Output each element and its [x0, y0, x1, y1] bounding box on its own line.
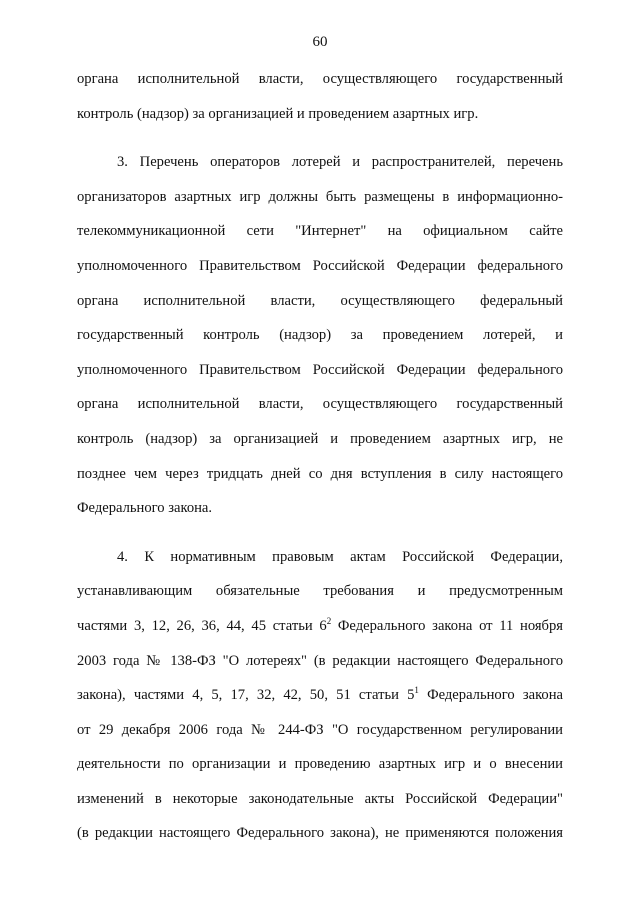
- text-line: уполномоченного Правительством Российской Федерации федерального: [77, 361, 563, 378]
- text-line: 3. Перечень операторов лотерей и распространителей, перечень: [117, 154, 563, 171]
- text-line-with-superscript: [77, 615, 563, 650]
- paragraph-continuation: [77, 68, 563, 137]
- text-line: органа исполнительной власти, осуществляющего государственный: [77, 71, 563, 87]
- text-line: (в редакции настоящего Федерального закона), не применяются положения: [77, 825, 563, 842]
- text-line: позднее чем через тридцать дней со дня вступления в силу настоящего: [77, 465, 563, 482]
- text-line: контроль (надзор) за организацией и проведением азартных игр.: [77, 105, 479, 122]
- text-line: телекоммуникационной сети "Интернет" на официальном сайте: [77, 223, 563, 240]
- text-line: 2003 года № 138-ФЗ "О лотереях" (в редакции настоящего Федерального: [77, 652, 563, 669]
- text-segment: Федерального закона: [418, 687, 563, 704]
- text-line: государственный контроль (надзор) за проведением лотерей, и: [77, 327, 563, 344]
- text-line: устанавливающим обязательные требования и предусмотренным: [77, 583, 563, 600]
- document-body: [77, 68, 563, 857]
- text-segment: частями 3, 12, 26, 36, 44, 45 статьи 6: [77, 617, 327, 634]
- text-line: уполномоченного Правительством Российской Федерации федерального: [77, 257, 563, 274]
- text-line: 4. К нормативным правовым актам Российской Федерации,: [117, 548, 563, 565]
- text-line: органа исполнительной власти, осуществляющего государственный: [77, 396, 563, 413]
- text-segment: Федерального закона от 11 ноября: [331, 617, 563, 634]
- superscript: 1: [414, 685, 419, 696]
- text-line: контроль (надзор) за организацией и проведением азартных игр, не: [77, 430, 563, 447]
- text-line-with-superscript: [77, 684, 563, 719]
- text-line: органа исполнительной власти, осуществляющего федеральный: [77, 292, 563, 309]
- text-line: деятельности по организации и проведению азартных игр и о внесении: [77, 756, 563, 773]
- text-line: Федерального закона.: [77, 500, 213, 517]
- text-line: от 29 декабря 2006 года № 244-ФЗ "О государственном регулировании: [77, 721, 563, 738]
- page-number: 60: [312, 34, 328, 50]
- superscript: 2: [326, 615, 332, 626]
- text-segment: закона), частями 4, 5, 17, 32, 42, 50, 51 статьи 5: [77, 687, 415, 704]
- text-line: организаторов азартных игр должны быть размещены в информационно-: [77, 188, 563, 205]
- paragraph-item-4: [77, 546, 563, 857]
- paragraph-item-3: [77, 151, 563, 532]
- text-line: изменений в некоторые законодательные акты Российской Федерации": [77, 790, 563, 807]
